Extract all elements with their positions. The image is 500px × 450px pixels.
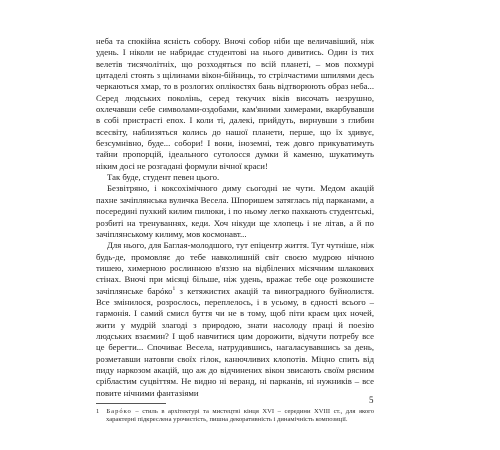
- paragraph-1: неба та спокійна ясність собору. Вночі собор ніби ще величавіший, ніж удень. І ніколи не набридає студентові на нього дивитись. Один із тих велетів тисячолітніх, що розходяться по всій планеті, – мов похмурі цитаделі стоять з щілинами вікон-бійниць, то стрілчастими шпилями десь черкаються хмар, то в розлогих оплікостях бань відтворюють образ неба... Серед людських поколінь, серед текучих віків височать незрушно, охлечавши себе символами-оздобами, кам'яними химерами, вкарбувавши в собі пристрасті епох. І коли ті, далекі, прийдуть, вирнувши з глибин всесвіту, наблизяться колись до нашої планети, перше, що їх здивує, безсумнівно, буде... собори! І вони, іноземні, теж довго прикуватимуть тайни пропорцій, ідеального сутолосся думки й каменю, шукатимуть ніким досі не розгадані формули вічної краси!: [96, 36, 374, 171]
- paragraph-4-continuation: з кетяжистих акацій та виноградного буйнолистя. Все змінилося, розрослось, переплелось, і в усьому, в єдності всього – гармонія. І самий смисл буття чи не в тому, щоб піти краєм цих ночей, жити у мудрій злагоді з природою, знати насолоду праці й поезію людських взаємин? І щоб навчитися цим дорожити, відчути потребу все це берегти... Спочиває Весела, натрудившись, нагаласувавшись за день, розметавши натовпи своїх гілок, канючливих клопотів. Міцно спить від пиду наркозом акацій, що аж до відчинених вікон звисають своїм рясним срібластим суцвіттям. Не видно ні веранд, ні парканів, ні нужників – все повите нічними фантазіями: [96, 285, 374, 398]
- footnote-text: – стиль в архітектурі та мистецтві кінця XVI – середини XVIII ст., для якого характерні підкреслена урочистість, пишна декоративність і динамічність композиції.: [106, 408, 375, 424]
- paragraph-2: Так буде, студент певен цього.: [107, 172, 220, 183]
- page-number: 5: [369, 395, 374, 405]
- paragraph-3: Безвітряно, і коксохімічного диму сьогодні не чути. Медом акацій пахне зачіплянська вуличка Весела. Шпоришем затяглась під парканами, а посередині пухкий килим пилюки, і по ньому легко пахкають студентські, розбиті на тренуваннях, кеди. Хоч нікуди ще хлопець і не літав, а й по зачіплянському килиму, мов космонавт...: [96, 183, 374, 239]
- paragraph-4: [96, 240, 374, 399]
- footnote-divider: [96, 403, 166, 404]
- paragraph-4-text: Для нього, для Баглая-молодшого, тут епіцентр життя. Тут чутніше, ніж будь-де, промовляє до тебе навколишній світ своєю мудрою нічною тишею, химерною рослинною в'яззю на відбілених місячним шлакових стінах. Вночі при місяці більше, ніж удень, вражає тебе оце розкошисте зачіплянське барóко: [96, 240, 374, 296]
- footnote-term: Барóко: [106, 408, 132, 415]
- main-text: [96, 36, 374, 425]
- footnote-marker: 1: [96, 408, 100, 415]
- footnote-reference: 1: [172, 285, 176, 292]
- footnote: [96, 408, 374, 425]
